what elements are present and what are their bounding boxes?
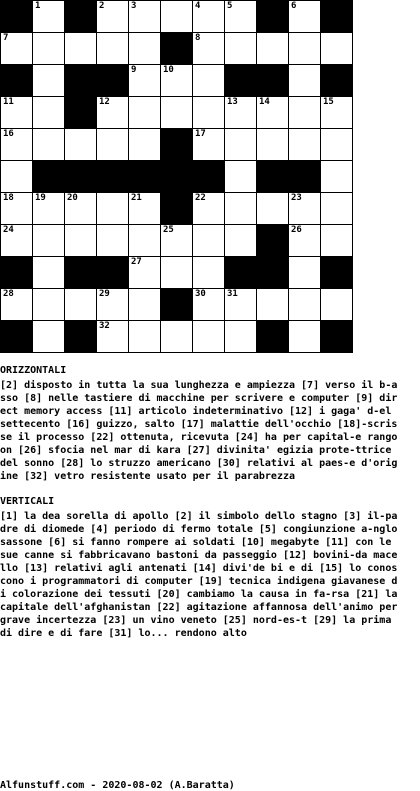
grid-cell[interactable]	[128, 320, 161, 353]
grid-cell[interactable]	[32, 288, 65, 321]
grid-cell[interactable]	[224, 96, 257, 129]
grid-block-cell	[0, 320, 33, 353]
clue-number: 9	[131, 65, 137, 75]
grid-cell[interactable]	[224, 320, 257, 353]
grid-block-cell	[64, 64, 97, 97]
grid-cell[interactable]	[192, 128, 225, 161]
across-clues: [2] disposto in tutta la sua lunghezza e ampiezza [7] verso il b-asso [8] nelle tastiere di macchine per scrivere e computer [9] direct memory access [11] articolo indeterminativo [12] i gaga' d-el settecento [16] guizzo, salto [17] malattie dell'occhio [18]-scrisse il processo [22] ottenuta, ricevuta [24] ha per capital-e rangoon [26] sfocia nel mar di kara [27] divinita' egizia prote-ttrice del sonno [28] lo struzzo americano [30] relativi al paes-e d'origine [32] vetro resistente usato per il parabrezza	[0, 380, 398, 482]
grid-cell[interactable]	[160, 320, 193, 353]
grid-cell[interactable]	[192, 0, 225, 33]
grid-block-cell	[64, 160, 97, 193]
grid-block-cell	[0, 256, 33, 289]
grid-block-cell	[0, 0, 33, 33]
grid-cell[interactable]	[256, 192, 289, 225]
grid-cell[interactable]	[96, 320, 129, 353]
grid-cell[interactable]	[224, 128, 257, 161]
clue-number: 8	[195, 33, 201, 43]
clue-number: 1	[35, 1, 41, 11]
grid-block-cell	[64, 96, 97, 129]
clue-number: 20	[67, 193, 78, 203]
grid-cell[interactable]	[288, 96, 321, 129]
grid-cell[interactable]	[128, 128, 161, 161]
clue-number: 18	[3, 193, 14, 203]
clue-number: 4	[195, 1, 201, 11]
grid-block-cell	[64, 256, 97, 289]
grid-cell[interactable]	[128, 288, 161, 321]
grid-block-cell	[160, 128, 193, 161]
clue-number: 22	[195, 193, 206, 203]
grid-cell[interactable]	[32, 32, 65, 65]
grid-block-cell	[64, 320, 97, 353]
clue-number: 21	[131, 193, 142, 203]
grid-cell[interactable]	[64, 128, 97, 161]
clue-number: 13	[227, 97, 238, 107]
clue-number: 14	[259, 97, 270, 107]
grid-cell[interactable]	[288, 320, 321, 353]
grid-cell[interactable]	[224, 160, 257, 193]
clue-number: 17	[195, 129, 206, 139]
clue-number: 31	[227, 289, 238, 299]
grid-block-cell	[160, 288, 193, 321]
grid-block-cell	[256, 64, 289, 97]
grid-cell[interactable]	[192, 32, 225, 65]
grid-cell[interactable]	[32, 64, 65, 97]
grid-cell[interactable]	[0, 160, 33, 193]
grid-cell[interactable]	[96, 128, 129, 161]
grid-cell[interactable]	[32, 320, 65, 353]
grid-cell[interactable]	[320, 288, 353, 321]
clue-number: 15	[323, 97, 334, 107]
grid-cell[interactable]	[224, 288, 257, 321]
down-title: VERTICALI	[0, 496, 55, 507]
clue-number: 16	[3, 129, 14, 139]
grid-cell[interactable]	[128, 256, 161, 289]
grid-cell[interactable]	[224, 32, 257, 65]
grid-cell[interactable]	[32, 256, 65, 289]
grid-cell[interactable]	[128, 0, 161, 33]
grid-cell[interactable]	[256, 288, 289, 321]
grid-cell[interactable]	[64, 288, 97, 321]
grid-block-cell	[256, 160, 289, 193]
grid-cell[interactable]	[224, 0, 257, 33]
grid-block-cell	[192, 160, 225, 193]
grid-cell[interactable]	[32, 192, 65, 225]
grid-cell[interactable]	[32, 224, 65, 257]
clue-number: 5	[227, 1, 233, 11]
grid-cell[interactable]	[96, 96, 129, 129]
grid-cell[interactable]	[192, 96, 225, 129]
grid-block-cell	[0, 64, 33, 97]
across-title: ORIZZONTALI	[0, 365, 67, 376]
grid-block-cell	[32, 160, 65, 193]
grid-cell[interactable]	[288, 224, 321, 257]
grid-block-cell	[96, 64, 129, 97]
grid-block-cell	[64, 0, 97, 33]
grid-cell[interactable]	[0, 192, 33, 225]
grid-cell[interactable]	[192, 64, 225, 97]
grid-cell[interactable]	[224, 224, 257, 257]
clue-number: 29	[99, 289, 110, 299]
grid-cell[interactable]	[256, 96, 289, 129]
clue-number: 3	[131, 1, 137, 11]
crossword-grid	[0, 0, 353, 353]
grid-cell[interactable]	[192, 224, 225, 257]
grid-cell[interactable]	[288, 0, 321, 33]
grid-cell[interactable]	[64, 224, 97, 257]
grid-cell[interactable]	[96, 32, 129, 65]
footer-credit: Alfunstuff.com - 2020-08-02 (A.Baratta)	[0, 780, 235, 791]
grid-cell[interactable]	[64, 192, 97, 225]
grid-cell[interactable]	[96, 224, 129, 257]
grid-block-cell	[320, 320, 353, 353]
grid-cell[interactable]	[288, 32, 321, 65]
grid-cell[interactable]	[0, 224, 33, 257]
grid-cell[interactable]	[320, 224, 353, 257]
grid-cell[interactable]	[320, 32, 353, 65]
clue-number: 30	[195, 289, 206, 299]
grid-block-cell	[96, 256, 129, 289]
grid-cell[interactable]	[64, 32, 97, 65]
clue-number: 28	[3, 289, 14, 299]
grid-cell[interactable]	[0, 96, 33, 129]
grid-cell[interactable]	[96, 192, 129, 225]
grid-block-cell	[320, 0, 353, 33]
grid-block-cell	[160, 192, 193, 225]
grid-cell[interactable]	[320, 160, 353, 193]
clue-number: 27	[131, 257, 142, 267]
clue-number: 19	[35, 193, 46, 203]
grid-cell[interactable]	[288, 288, 321, 321]
grid-block-cell	[256, 224, 289, 257]
clue-number: 11	[3, 97, 14, 107]
grid-cell[interactable]	[288, 128, 321, 161]
down-clues: [1] la dea sorella di apollo [2] il simbolo dello stagno [3] il-padre di diomede [4] periodo di fermo totale [5] congiunzione a-nglosassone [6] si fanno rompere ai soldati [10] megabyte [11] con le sue canne si fabbricavano bastoni da passeggio [12] bovini-da macello [13] relativi agli antenati [14] divi'de bi e di [15] lo conoscono i programmatori di computer [19] tecnica indigena giavanese di colorazione dei tessuti [20] cambiamo la causa in fa-rsa [21] la capitale dell'afghanistan [22] agitazione affannosa dell'animo per grave incertezza [23] un vino veneto [25] nord-es-t [29] la prima di dire e di fare [31] lo... rendono alto	[0, 511, 404, 639]
grid-cell[interactable]	[128, 224, 161, 257]
grid-block-cell	[320, 64, 353, 97]
grid-block-cell	[160, 32, 193, 65]
grid-cell[interactable]	[0, 128, 33, 161]
grid-cell[interactable]	[160, 224, 193, 257]
clue-number: 32	[99, 321, 110, 331]
grid-block-cell	[224, 64, 257, 97]
clue-number: 7	[3, 33, 9, 43]
grid-cell[interactable]	[288, 256, 321, 289]
grid-block-cell	[160, 160, 193, 193]
grid-cell[interactable]	[320, 192, 353, 225]
grid-cell[interactable]	[160, 256, 193, 289]
clue-number: 6	[291, 1, 297, 11]
grid-cell[interactable]	[320, 96, 353, 129]
grid-cell[interactable]	[160, 0, 193, 33]
clue-number: 2	[99, 1, 105, 11]
grid-cell[interactable]	[128, 96, 161, 129]
grid-cell[interactable]	[288, 192, 321, 225]
grid-cell[interactable]	[96, 288, 129, 321]
grid-cell[interactable]	[256, 128, 289, 161]
clue-number: 25	[163, 225, 174, 235]
grid-cell[interactable]	[0, 32, 33, 65]
grid-block-cell	[288, 160, 321, 193]
grid-block-cell	[256, 320, 289, 353]
grid-cell[interactable]	[32, 96, 65, 129]
grid-block-cell	[320, 256, 353, 289]
clue-number: 10	[163, 65, 174, 75]
grid-cell[interactable]	[320, 128, 353, 161]
grid-cell[interactable]	[128, 64, 161, 97]
grid-cell[interactable]	[192, 192, 225, 225]
grid-cell[interactable]	[160, 96, 193, 129]
grid-cell[interactable]	[32, 128, 65, 161]
grid-cell[interactable]	[224, 192, 257, 225]
grid-cell[interactable]	[192, 320, 225, 353]
grid-cell[interactable]	[128, 192, 161, 225]
clue-number: 12	[99, 97, 110, 107]
grid-cell[interactable]	[0, 288, 33, 321]
grid-cell[interactable]	[192, 256, 225, 289]
grid-cell[interactable]	[160, 64, 193, 97]
grid-cell[interactable]	[96, 0, 129, 33]
grid-block-cell	[256, 256, 289, 289]
grid-cell[interactable]	[32, 0, 65, 33]
clue-number: 26	[291, 225, 302, 235]
grid-block-cell	[256, 0, 289, 33]
grid-block-cell	[128, 160, 161, 193]
grid-block-cell	[96, 160, 129, 193]
grid-cell[interactable]	[288, 64, 321, 97]
grid-cell[interactable]	[192, 288, 225, 321]
clue-number: 24	[3, 225, 14, 235]
clue-number: 23	[291, 193, 302, 203]
grid-block-cell	[224, 256, 257, 289]
grid-cell[interactable]	[128, 32, 161, 65]
grid-cell[interactable]	[256, 32, 289, 65]
